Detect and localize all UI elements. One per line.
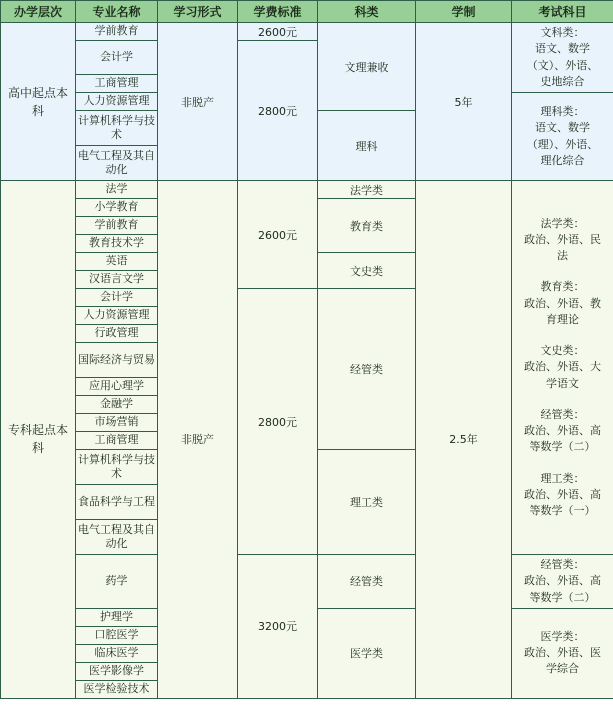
subjects-text: 育理论 — [546, 312, 579, 326]
category-cell: 医学类 — [318, 608, 416, 698]
major-cell: 口腔医学 — [76, 626, 158, 644]
major-cell: 计算机科学与技术 — [76, 450, 158, 485]
header-level: 办学层次 — [1, 1, 76, 23]
mode-cell: 非脱产 — [158, 23, 238, 181]
header-major: 专业名称 — [76, 1, 158, 23]
major-cell: 学前教育 — [76, 217, 158, 235]
subjects-text: 政治、外语、教 — [524, 296, 601, 310]
header-category: 科类 — [318, 1, 416, 23]
major-cell: 教育技术学 — [76, 235, 158, 253]
subjects-text: 语文、数学 — [535, 121, 590, 135]
subjects-text: 等数学（二） — [529, 440, 596, 454]
header-row — [1, 1, 613, 23]
subjects-text: （理）、外语、 — [526, 137, 599, 151]
major-cell: 药学 — [76, 555, 158, 609]
major-cell: 法学 — [76, 181, 158, 199]
header-fee: 学费标准 — [238, 1, 318, 23]
major-cell: 工商管理 — [76, 432, 158, 450]
header-duration: 学制 — [416, 1, 512, 23]
major-cell: 护理学 — [76, 608, 158, 626]
major-cell: 学前教育 — [76, 23, 158, 41]
subjects-title: 教育类： — [540, 280, 585, 294]
fee-cell: 2800元 — [238, 289, 318, 555]
category-cell: 经管类 — [318, 555, 416, 609]
major-cell: 英语 — [76, 253, 158, 271]
major-cell: 金融学 — [76, 396, 158, 414]
major-cell: 人力资源管理 — [76, 93, 158, 111]
header-mode: 学习形式 — [158, 1, 238, 23]
category-cell: 文理兼收 — [318, 23, 416, 111]
subjects-title: 经管类： — [540, 407, 585, 421]
subjects-text: 政治、外语、大 — [524, 360, 601, 374]
level-cell: 专科起点本科 — [1, 181, 76, 699]
subjects-text: 等数学（一） — [529, 504, 596, 518]
major-cell: 行政管理 — [76, 325, 158, 343]
subjects-text: 等数学（二） — [529, 590, 596, 604]
table-row — [1, 181, 613, 199]
subjects-text: 政治、外语、高 — [524, 424, 601, 438]
subjects-title: 经管类： — [540, 558, 585, 572]
subjects-title: 法学类： — [540, 216, 585, 230]
major-cell: 电气工程及其自动化 — [76, 146, 158, 181]
subjects-text: 政治、外语、高 — [524, 488, 601, 502]
major-cell: 应用心理学 — [76, 378, 158, 396]
subjects-cell — [512, 555, 613, 609]
category-cell: 教育类 — [318, 199, 416, 253]
fee-cell: 2600元 — [238, 23, 318, 41]
subjects-text: （文）、外语、 — [526, 58, 599, 72]
subjects-title: 文史类： — [540, 344, 585, 358]
subjects-cell — [512, 93, 613, 181]
category-cell: 文史类 — [318, 253, 416, 289]
section-high-school-start — [1, 23, 613, 181]
subjects-text: 理化综合 — [540, 153, 585, 167]
major-cell: 医学影像学 — [76, 662, 158, 680]
major-cell: 食品科学与工程 — [76, 485, 158, 520]
table-row — [1, 555, 613, 609]
major-cell: 临床医学 — [76, 644, 158, 662]
subjects-text: 政治、外语、民 — [524, 232, 601, 246]
subjects-text: 学语文 — [546, 376, 579, 390]
major-cell: 电气工程及其自动化 — [76, 520, 158, 555]
subjects-text: 政治、外语、高 — [524, 574, 601, 588]
category-cell: 经管类 — [318, 289, 416, 450]
fee-cell: 2600元 — [238, 181, 318, 289]
subjects-text: 史地综合 — [540, 74, 585, 88]
subjects-cell — [512, 608, 613, 698]
major-cell: 国际经济与贸易 — [76, 343, 158, 378]
major-cell: 会计学 — [76, 289, 158, 307]
duration-cell: 2.5年 — [416, 181, 512, 699]
section-junior-college-start — [1, 181, 613, 699]
fee-cell: 2800元 — [238, 41, 318, 181]
category-cell: 理科 — [318, 111, 416, 181]
fee-cell: 3200元 — [238, 555, 318, 699]
subjects-text: 政治、外语、医 — [524, 646, 601, 660]
subjects-title: 医学类： — [540, 629, 585, 643]
subjects-text: 语文、数学 — [535, 42, 590, 56]
table-row — [1, 23, 613, 41]
major-cell: 市场营销 — [76, 414, 158, 432]
category-cell: 理工类 — [318, 450, 416, 555]
subjects-title: 理科类： — [540, 105, 585, 119]
subjects-cell — [512, 181, 613, 555]
header-subjects: 考试科目 — [512, 1, 613, 23]
major-cell: 医学检验技术 — [76, 680, 158, 698]
major-cell: 会计学 — [76, 41, 158, 75]
duration-cell: 5年 — [416, 23, 512, 181]
major-cell: 人力资源管理 — [76, 307, 158, 325]
major-cell: 汉语言文学 — [76, 271, 158, 289]
category-cell: 法学类 — [318, 181, 416, 199]
major-cell: 计算机科学与技术 — [76, 111, 158, 146]
subjects-title: 文科类： — [540, 26, 585, 39]
level-cell: 高中起点本科 — [1, 23, 76, 181]
major-cell: 工商管理 — [76, 75, 158, 93]
subjects-text: 学综合 — [546, 662, 579, 676]
major-cell: 小学教育 — [76, 199, 158, 217]
subjects-title: 理工类： — [540, 471, 585, 485]
subjects-text: 法 — [557, 249, 568, 263]
subjects-cell — [512, 23, 613, 93]
mode-cell: 非脱产 — [158, 181, 238, 699]
